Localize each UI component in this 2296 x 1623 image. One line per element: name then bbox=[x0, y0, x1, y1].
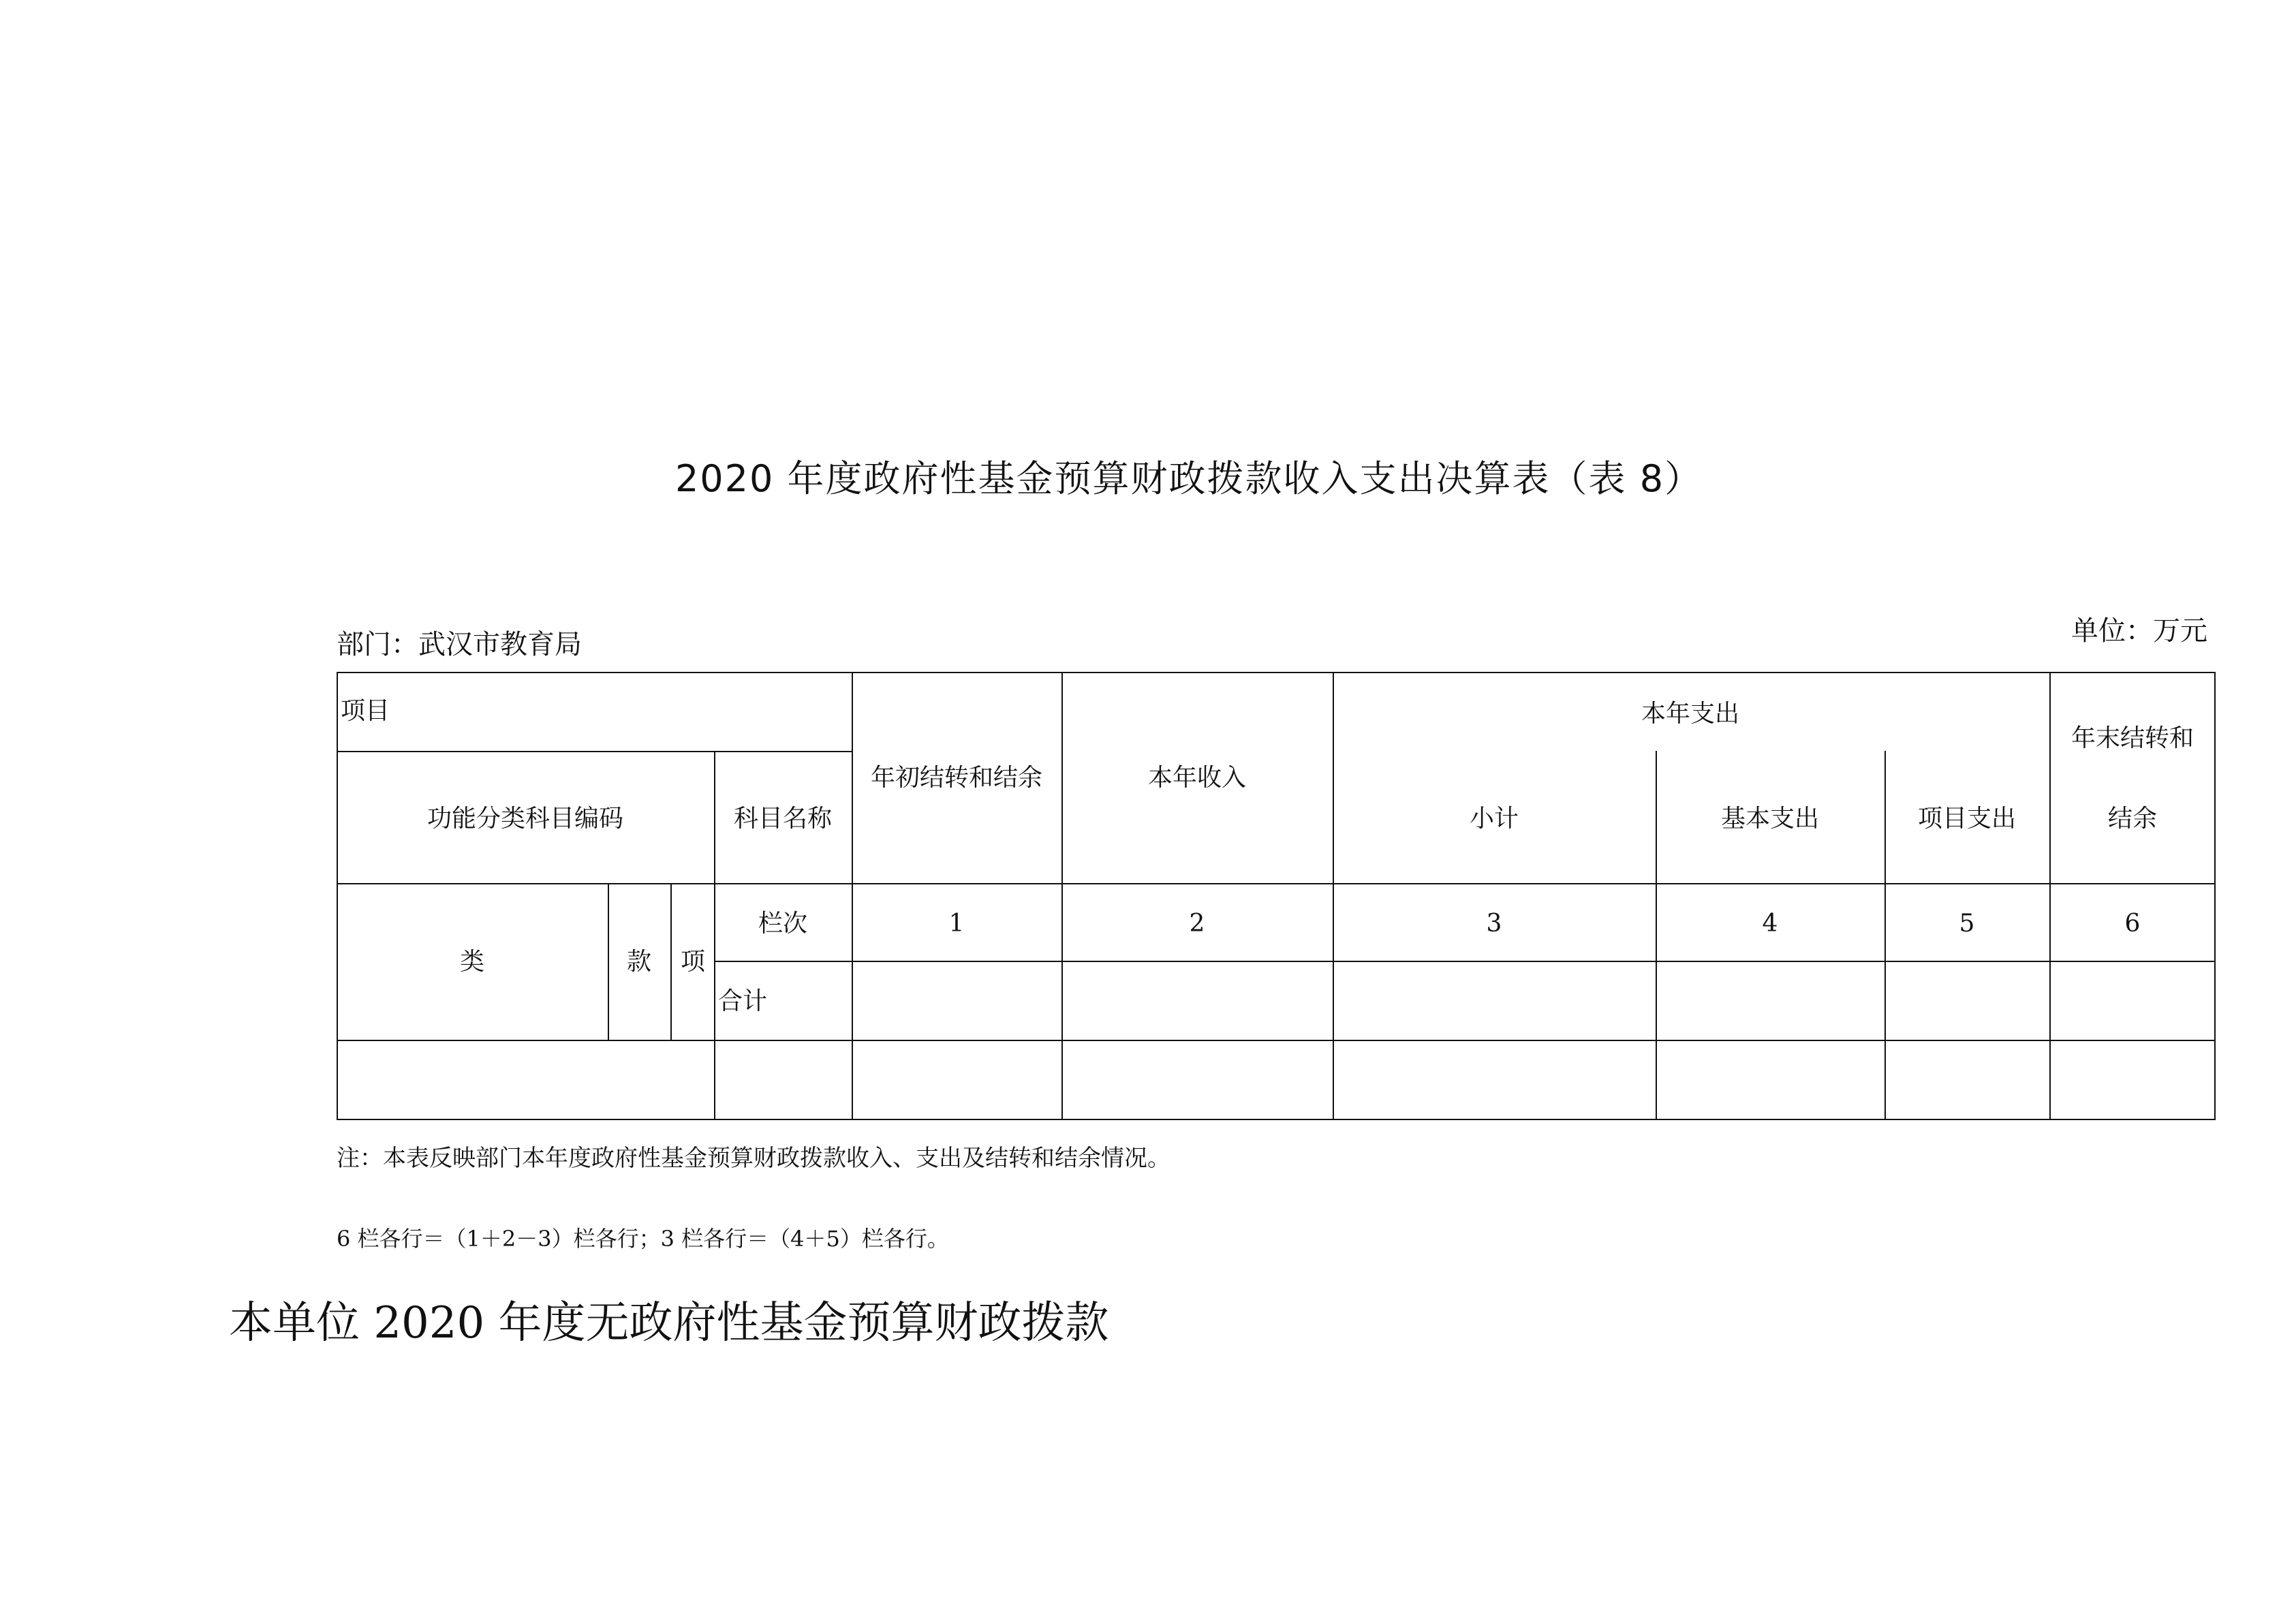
header-project-expense: 项目支出 bbox=[1917, 805, 2017, 833]
col-number-2: 2 bbox=[1189, 910, 1205, 938]
vline-expense bbox=[1333, 672, 1334, 1120]
header-end-balance-2: 结余 bbox=[2107, 805, 2158, 833]
col-number-5: 5 bbox=[1959, 910, 1975, 938]
budget-table bbox=[337, 672, 2216, 1120]
vline-begin bbox=[852, 672, 853, 1120]
header-begin-balance: 年初结转和结余 bbox=[870, 764, 1043, 792]
vline-end bbox=[2049, 672, 2051, 1120]
header-subtotal: 小计 bbox=[1469, 805, 1519, 833]
col-number-1: 1 bbox=[948, 910, 965, 938]
header-lei: 类 bbox=[459, 948, 485, 976]
hline-header-bottom bbox=[337, 883, 2216, 884]
table-border-left bbox=[337, 672, 338, 1120]
hline-lanci bbox=[714, 961, 2216, 962]
hline-project bbox=[337, 751, 852, 752]
no-funding-statement: 本单位 2020 年度无政府性基金预算财政拨款 bbox=[229, 1298, 1109, 1348]
header-expense-group: 本年支出 bbox=[1641, 700, 1740, 728]
header-project: 项目 bbox=[341, 697, 390, 725]
vline-income bbox=[1061, 672, 1063, 1120]
header-end-balance-1: 年末结转和 bbox=[2070, 724, 2194, 752]
unit-label: 单位：万元 bbox=[2071, 615, 2207, 647]
header-income: 本年收入 bbox=[1147, 764, 1247, 792]
header-subject-name: 科目名称 bbox=[733, 805, 833, 833]
vline-subject bbox=[714, 751, 715, 1120]
hline-total bbox=[337, 1040, 2216, 1041]
vline-basic bbox=[1656, 751, 1657, 1120]
header-basic: 基本支出 bbox=[1720, 805, 1820, 833]
col-number-4: 4 bbox=[1762, 910, 1778, 938]
col-number-6: 6 bbox=[2124, 910, 2141, 938]
row-total-label: 合计 bbox=[718, 987, 768, 1015]
vline-lei bbox=[608, 883, 609, 1041]
table-border-bottom bbox=[337, 1119, 2216, 1120]
department-label: 部门：武汉市教育局 bbox=[337, 629, 582, 660]
header-func-code: 功能分类科目编码 bbox=[426, 805, 624, 833]
vline-project bbox=[1884, 751, 1886, 1120]
table-border-top bbox=[337, 672, 2216, 673]
header-lanci: 栏次 bbox=[758, 910, 808, 938]
table-formula-note: 6 栏各行＝（1＋2－3）栏各行；3 栏各行＝（4＋5）栏各行。 bbox=[337, 1226, 949, 1252]
header-kuan: 款 bbox=[626, 948, 652, 976]
table-border-right bbox=[2214, 672, 2216, 1120]
vline-kuan bbox=[670, 883, 672, 1041]
col-number-3: 3 bbox=[1486, 910, 1502, 938]
page-title: 2020 年度政府性基金预算财政拨款收入支出决算表（表 8） bbox=[674, 457, 1703, 500]
header-xiang: 项 bbox=[680, 948, 706, 976]
table-note: 注：本表反映部门本年度政府性基金预算财政拨款收入、支出及结转和结余情况。 bbox=[337, 1145, 1170, 1172]
